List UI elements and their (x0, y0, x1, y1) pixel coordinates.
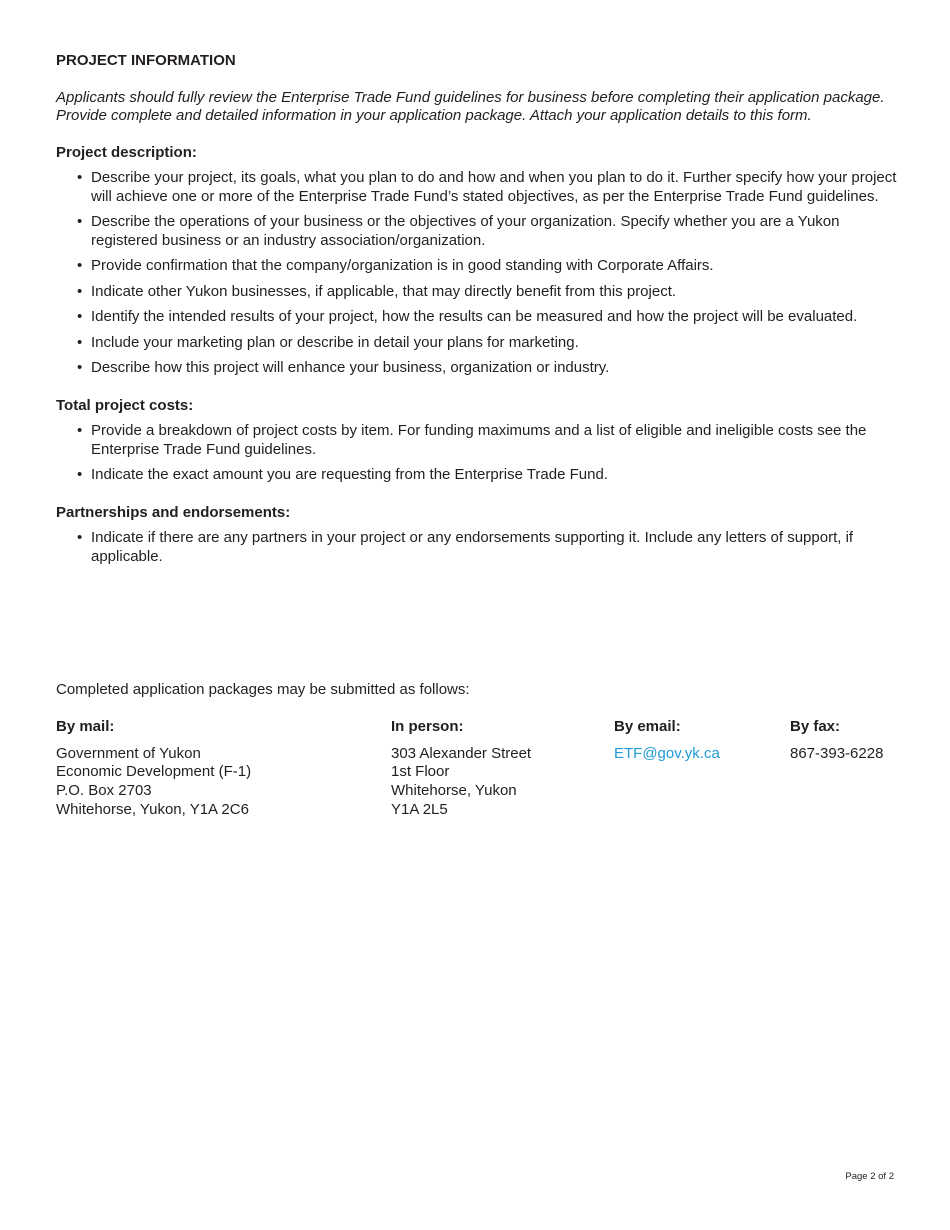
list-item (56, 466, 906, 485)
list-item (56, 169, 906, 206)
list-item (56, 334, 906, 353)
in-person-address-line: Whitehorse, Yukon (391, 782, 517, 800)
partnerships-list (56, 529, 906, 566)
project-description-list (56, 169, 906, 378)
submission-intro: Completed application packages may be submitted as follows: (56, 681, 470, 698)
mail-column (56, 718, 251, 820)
list-item-text: Describe how this project will enhance your business, organization or industry. (91, 359, 610, 376)
list-item-text: Describe your project, its goals, what you plan to do and how and when you plan to do it. Further specify how your project will achieve one or more of the Enterprise Trade Fund’s stated objectives, as per the Enterprise Trade Fund guidelines. (91, 169, 897, 205)
mail-heading: By mail: (56, 718, 115, 735)
in-person-column (391, 718, 531, 820)
list-item (56, 213, 906, 250)
bullet-icon: • (77, 282, 83, 300)
project-description-heading: Project description: (56, 143, 197, 161)
list-item (56, 308, 906, 327)
intro-line-2: Provide complete and detailed information in your application package. Attach your application details to this form. (56, 107, 812, 124)
list-item-text: Provide a breakdown of project costs by item. For funding maximums and a list of eligible and ineligible costs see the Enterprise Trade Fund guidelines. (91, 422, 867, 458)
bullet-icon: • (77, 213, 83, 230)
list-item (56, 257, 906, 276)
list-item (56, 422, 906, 459)
bullet-icon: • (77, 257, 83, 274)
page-number: Page 2 of 2 (845, 1171, 894, 1182)
mail-address-line: Economic Development (F-1) (56, 763, 252, 781)
list-item-text: Include your marketing plan or describe in detail your plans for marketing. (91, 333, 579, 351)
list-item-text: Identify the intended results of your project, how the results can be measured and how the project will be evaluated. (91, 308, 858, 325)
bullet-icon: • (77, 422, 83, 439)
email-column (614, 718, 720, 763)
page-title: PROJECT INFORMATION (56, 52, 236, 69)
in-person-address-line: 1st Floor (391, 763, 450, 781)
partnerships-heading: Partnerships and endorsements: (56, 503, 291, 521)
in-person-address-line: 303 Alexander Street (391, 744, 532, 762)
list-item-text: Provide confirmation that the company/organization is in good standing with Corporate Affairs. (91, 257, 714, 274)
email-link[interactable]: ETF@gov.yk.ca (614, 744, 720, 762)
project-information-page (56, 52, 906, 585)
email-heading: By email: (614, 718, 681, 735)
total-costs-list (56, 422, 906, 485)
intro-paragraph (56, 89, 906, 126)
list-item-text: Indicate if there are any partners in your project or any endorsements supporting it. Include any letters of support, if applicable. (91, 529, 854, 565)
list-item-text: Indicate other Yukon businesses, if applicable, that may directly benefit from this project. (91, 282, 677, 300)
list-item (56, 529, 906, 566)
total-costs-heading: Total project costs: (56, 396, 194, 414)
bullet-icon: • (77, 359, 83, 376)
fax-column (790, 718, 883, 763)
in-person-heading: In person: (391, 718, 464, 735)
list-item-text: Indicate the exact amount you are requesting from the Enterprise Trade Fund. (91, 466, 608, 483)
list-item-text: Describe the operations of your business or the objectives of your organization. Specify whether you are a Yukon registered business or an industry association/organization. (91, 213, 840, 249)
intro-line-1: Applicants should fully review the Enterprise Trade Fund guidelines for business before completing their application package. (56, 88, 885, 106)
bullet-icon: • (77, 308, 83, 325)
list-item (56, 283, 906, 302)
bullet-icon: • (77, 466, 83, 483)
mail-address-line: P.O. Box 2703 (56, 782, 152, 800)
fax-number: 867-393-6228 (790, 744, 884, 762)
bullet-icon: • (77, 529, 83, 546)
bullet-icon: • (77, 333, 83, 351)
mail-address-line: Government of Yukon (56, 744, 201, 762)
bullet-icon: • (77, 169, 83, 186)
in-person-address-line: Y1A 2L5 (391, 800, 448, 818)
list-item (56, 359, 906, 378)
mail-address-line: Whitehorse, Yukon, Y1A 2C6 (56, 800, 249, 818)
fax-heading: By fax: (790, 718, 841, 735)
